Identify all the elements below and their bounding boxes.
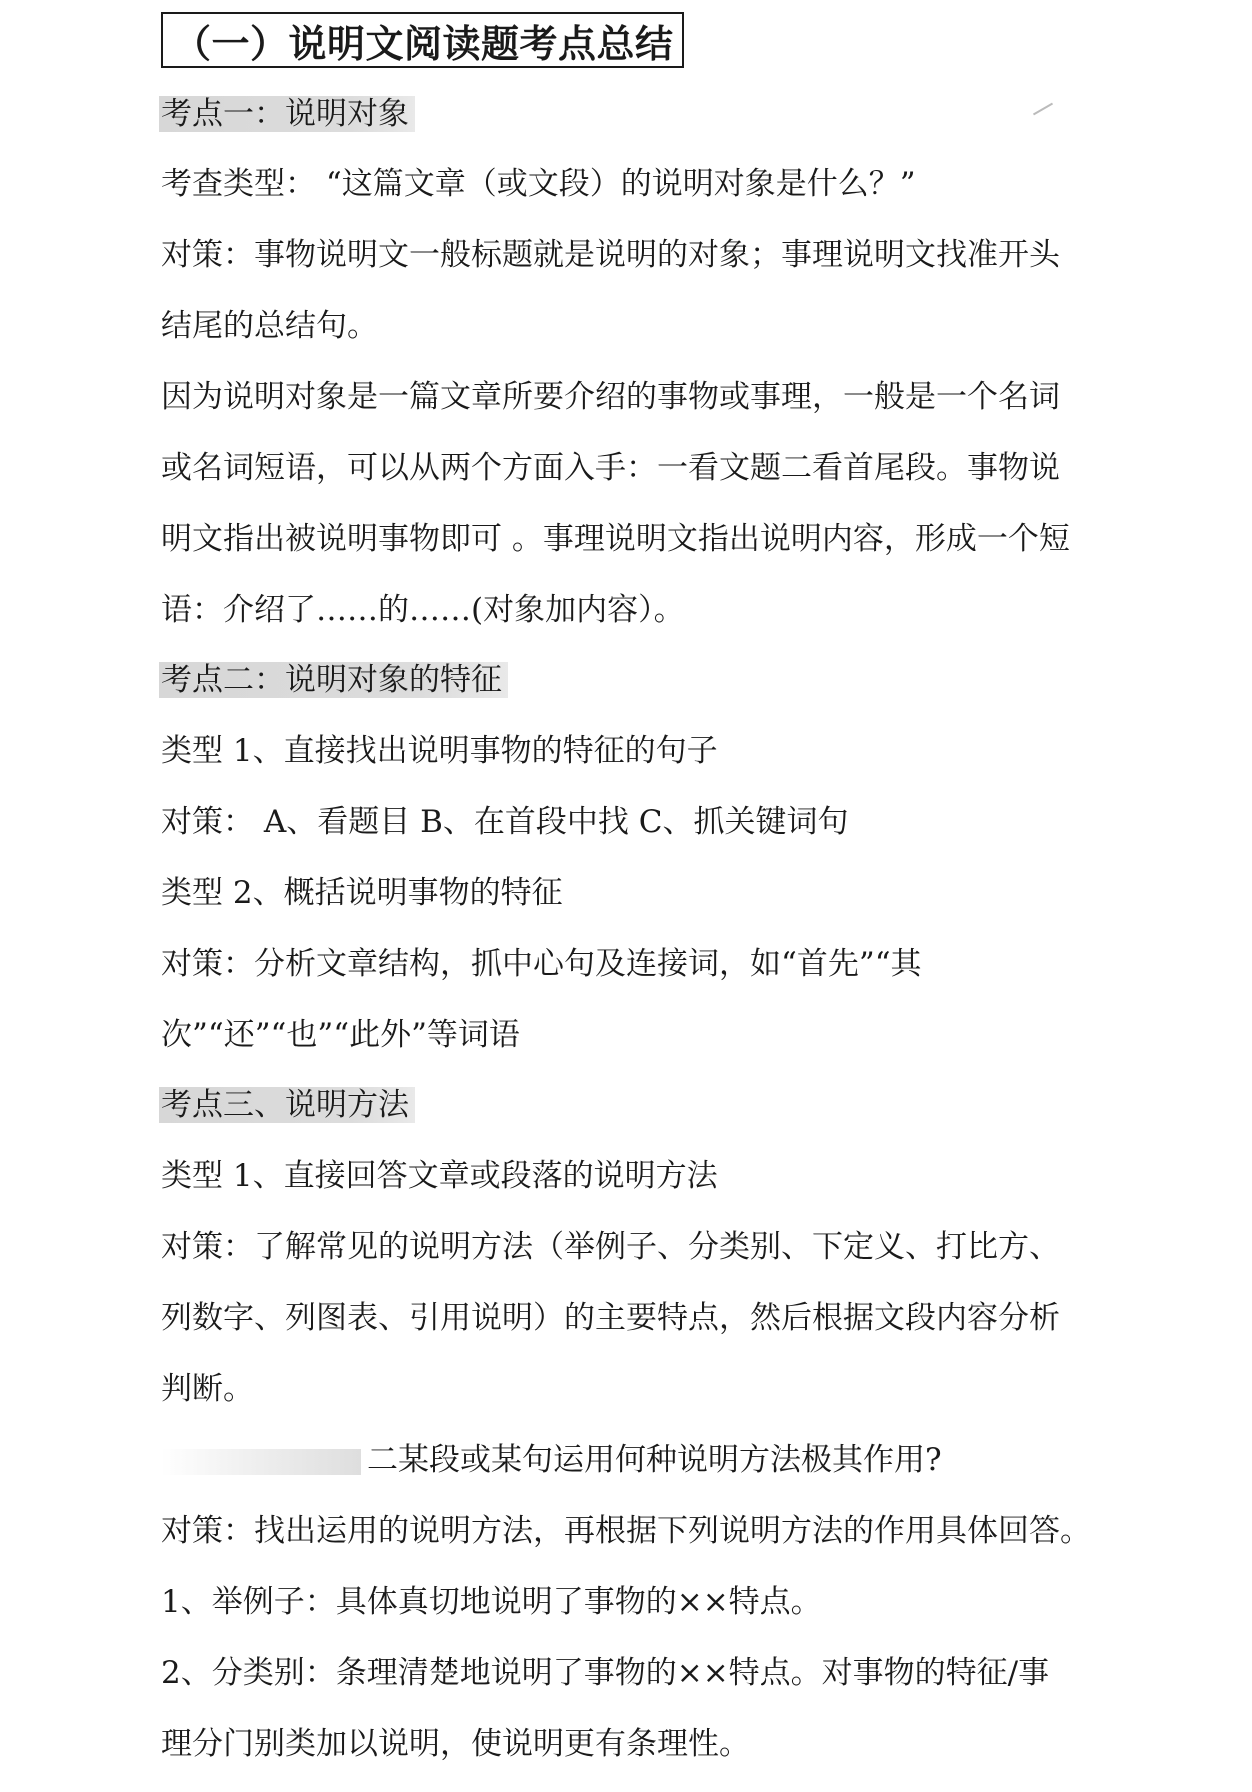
faded-scan-area (161, 1449, 361, 1475)
text-line: 或名词短语，可以从两个方面入手：一看文题二看首尾段。事物说 (161, 450, 1060, 486)
type2-line (161, 1440, 942, 1480)
scan-mark (1033, 103, 1053, 116)
text-line: 考查类型： “这篇文章（或文段）的说明对象是什么？” (161, 166, 916, 202)
page-title: （一）说明文阅读题考点总结 (161, 12, 684, 68)
text-line: 类型 1、直接回答文章或段落的说明方法 (161, 1158, 718, 1194)
type2-text: 二某段或某句运用何种说明方法极其作用? (367, 1442, 942, 1478)
section-heading (161, 1085, 415, 1125)
section-heading (161, 660, 508, 700)
text-line: 理分门别类加以说明，使说明更有条理性。 (161, 1726, 750, 1762)
text-line: 2、分类别：条理清楚地说明了事物的××特点。对事物的特征/事 (161, 1655, 1050, 1691)
heading-text: 考点一：说明对象 (159, 96, 415, 132)
text-line: 1、举例子：具体真切地说明了事物的××特点。 (161, 1584, 822, 1620)
text-line: 类型 2、概括说明事物的特征 (161, 875, 563, 911)
text-line: 对策：分析文章结构，抓中心句及连接词，如“首先”“其 (161, 946, 922, 982)
text-line: 因为说明对象是一篇文章所要介绍的事物或事理，一般是一个名词 (161, 379, 1060, 415)
heading-text: 考点三、说明方法 (159, 1087, 415, 1123)
text-line: 判断。 (161, 1371, 254, 1407)
heading-text: 考点二：说明对象的特征 (159, 662, 508, 698)
text-line: 结尾的总结句。 (161, 308, 378, 344)
text-line: 对策：了解常见的说明方法（举例子、分类别、下定义、打比方、 (161, 1229, 1060, 1265)
section-heading (161, 94, 415, 134)
text-line: 次”“还”“也”“此外”等词语 (161, 1017, 520, 1053)
text-line: 明文指出被说明事物即可 。事理说明文指出说明内容，形成一个短 (161, 521, 1070, 557)
text-line: 对策： A、看题目 B、在首段中找 C、抓关键词句 (161, 804, 849, 840)
text-line: 列数字、列图表、引用说明）的主要特点，然后根据文段内容分析 (161, 1300, 1060, 1336)
text-line: 对策：找出运用的说明方法，再根据下列说明方法的作用具体回答。 (161, 1513, 1091, 1549)
text-line: 对策：事物说明文一般标题就是说明的对象；事理说明文找准开头 (161, 237, 1060, 273)
text-line: 类型 1、直接找出说明事物的特征的句子 (161, 733, 718, 769)
text-line: 语：介绍了……的……(对象加内容）。 (161, 592, 685, 628)
